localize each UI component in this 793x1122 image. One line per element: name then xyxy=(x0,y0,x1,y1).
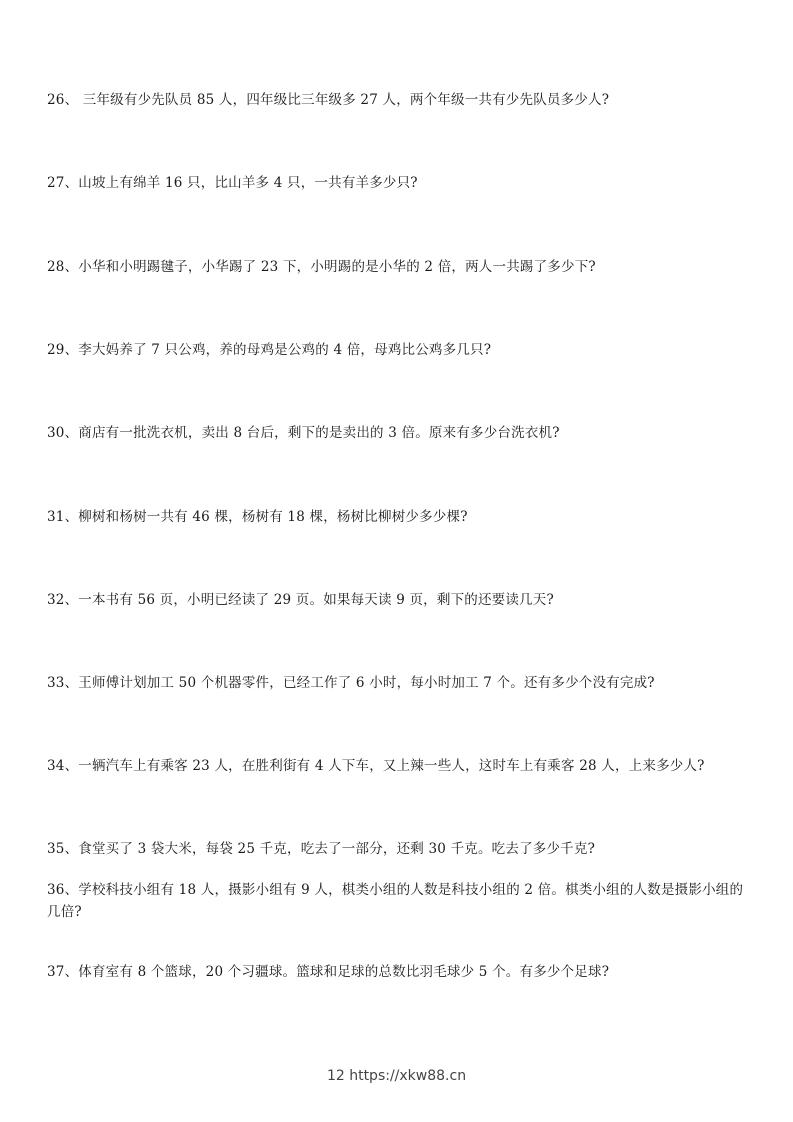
page-footer: 12 https://xkw88.cn xyxy=(326,1068,467,1084)
question-37: 37、体育室有 8 个篮球，20 个习疆球。篮球和足球的总数比羽毛球少 5 个。有多少个足球? xyxy=(47,964,610,980)
question-27: 27、山坡上有绵羊 16 只，比山羊多 4 只，一共有羊多少只? xyxy=(47,175,418,191)
question-36: 36、学校科技小组有 18 人，摄影小组有 9 人，棋类小组的人数是科技小组的 2 倍。棋类小组的人数是摄影小组的几倍? xyxy=(47,882,744,920)
question-28: 28、小华和小明踢毽子，小华踢了 23 下，小明踢的是小华的 2 倍，两人一共踢了多少下? xyxy=(47,259,596,275)
question-32: 32、一本书有 56 页，小明已经读了 29 页。如果每天读 9 页，剩下的还要读几天? xyxy=(47,592,554,608)
question-30: 30、商店有一批洗衣机，卖出 8 台后，剩下的是卖出的 3 倍。原来有多少台洗衣机? xyxy=(47,425,560,441)
question-34: 34、一辆汽车上有乘客 23 人，在胜利街有 4 人下车，又上辣一些人，这时车上有乘客 28 人，上来多少人? xyxy=(47,758,705,774)
question-26: 26、 三年级有少先队员 85 人，四年级比三年级多 27 人，两个年级一共有少先队员多少人? xyxy=(47,92,610,108)
question-35: 35、食堂买了 3 袋大米，每袋 25 千克，吃去了一部分，还剩 30 千克。吃去了多少千克? xyxy=(47,841,596,857)
question-29: 29、李大妈养了 7 只公鸡，养的母鸡是公鸡的 4 倍，母鸡比公鸡多几只? xyxy=(47,342,492,358)
question-31: 31、柳树和杨树一共有 46 棵，杨树有 18 棵，杨树比柳树少多少棵? xyxy=(47,509,468,525)
question-33: 33、王师傅计划加工 50 个机器零件，已经工作了 6 小时，每小时加工 7 个。还有多少个没有完成? xyxy=(47,675,655,691)
